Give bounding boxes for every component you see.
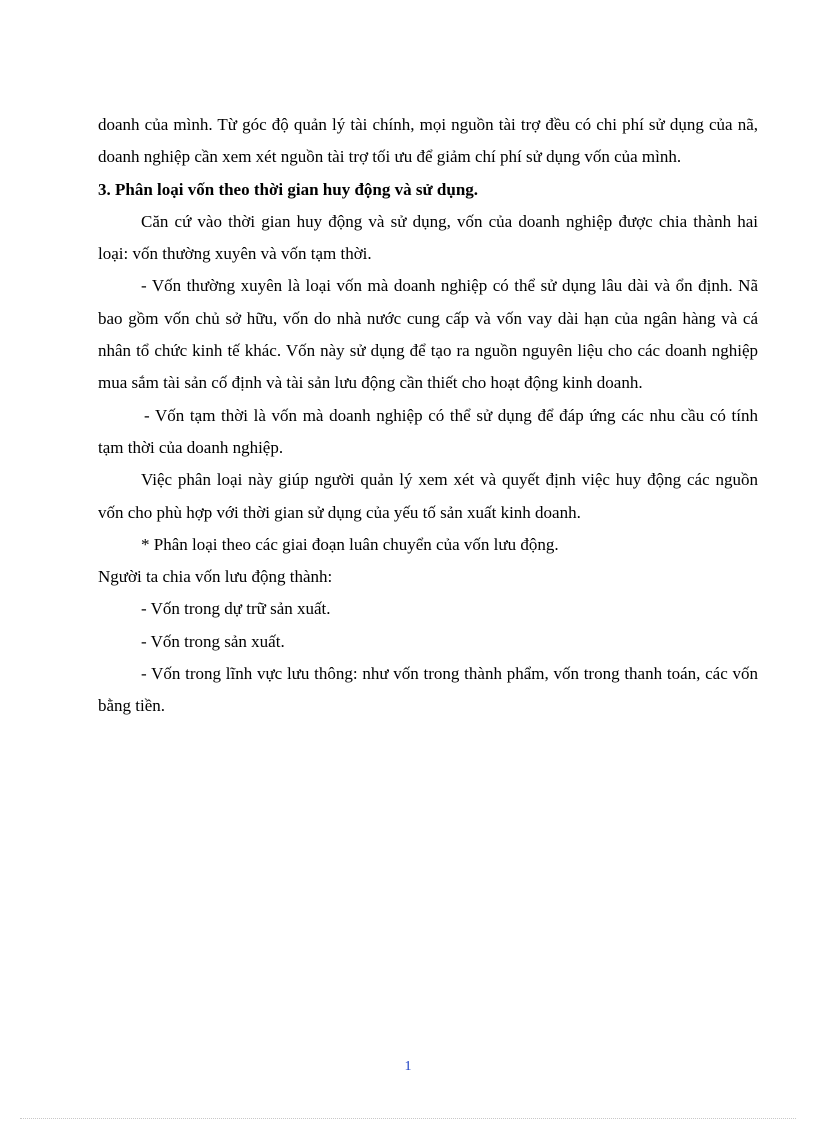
paragraph-temporary-capital: - Vốn tạm thời là vốn mà doanh nghiệp có thể sử dụng để đáp ứng các nhu cầu có tính tạm thời của doanh nghiệp.: [98, 405, 758, 457]
paragraph-classification-intro: Căn cứ vào thời gian huy động và sử dụng, vốn của doanh nghiệp được chia thành hai loại: vốn thường xuyên và vốn tạm thời.: [98, 211, 758, 264]
list-item-production-capital: - Vốn trong sản xuất.: [141, 631, 285, 651]
paragraph-circulation-stages: * Phân loại theo các giai đoạn luân chuyển của vốn lưu động.: [141, 534, 559, 554]
page-number: 1: [404, 1059, 412, 1074]
list-item-circulation-capital: - Vốn trong lĩnh vực lưu thông: như vốn trong thành phẩm, vốn trong thanh toán, các vốn bằng tiền.: [98, 664, 758, 716]
paragraph-classification-benefit: Việc phân loại này giúp người quản lý xem xét và quyết định việc huy động các nguồn vốn cho phù hợp với thời gian sử dụng của yếu tố sản xuất kinh doanh.: [98, 470, 758, 522]
page-bottom-divider: [20, 1118, 796, 1119]
document-body: [98, 109, 758, 723]
paragraph-funding-cost: doanh của mình. Từ góc độ quản lý tài chính, mọi nguồn tài trợ đều có chi phí sử dụng của nã, doanh nghiệp cần xem xét nguồn tài trợ tối ưu để giảm chí phí sử dụng vốn của mình.: [98, 115, 758, 167]
paragraph-working-capital-split: Người ta chia vốn lưu động thành:: [98, 567, 333, 587]
paragraph-permanent-capital: - Vốn thường xuyên là loại vốn mà doanh nghiệp có thể sử dụng lâu dài và ổn định. Nã bao gồm vốn chủ sở hữu, vốn do nhà nước cung cấp và vốn vay dài hạn của ngân hàng và cá nhân tổ chức kinh tế khác. Vốn này sử dụng để tạo ra nguồn nguyên liệu cho các doanh nghiệp mua sắm tài sản cố định và tài sản lưu động cần thiết cho hoạt động kinh doanh.: [98, 276, 758, 393]
list-item-reserve-capital: - Vốn trong dự trữ sản xuất.: [141, 599, 331, 619]
section-heading-3: 3. Phân loại vốn theo thời gian huy động và sử dụng.: [98, 179, 479, 199]
